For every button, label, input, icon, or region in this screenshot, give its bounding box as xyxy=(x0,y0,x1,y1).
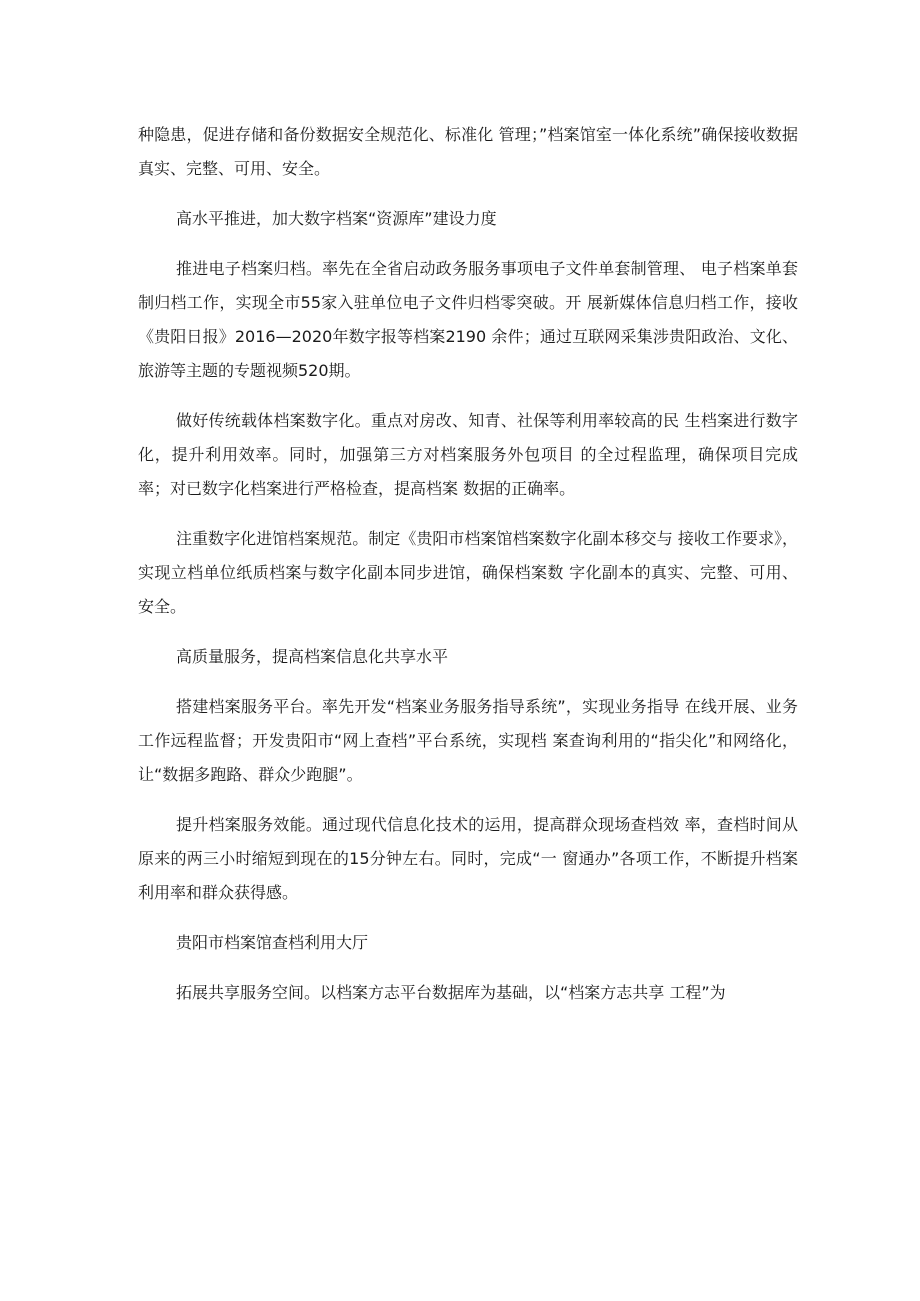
paragraph-traditional-digitization: 做好传统载体档案数字化。重点对房改、知青、社保等利用率较高的民 生档案进行数字化，提升利用效率。同时，加强第三方对档案服务外包项目 的全过程监理，确保项目完成率；对已数字化档案进行严格检查，提高档案 数据的正确率。 xyxy=(138,411,798,498)
paragraph-service-platform: 搭建档案服务平台。率先开发“档案业务服务指导系统”，实现业务指导 在线开展、业务工作远程监督；开发贵阳市“网上查档”平台系统，实现档 案查询利用的“指尖化”和网络化，让“数据多跑路、群众少跑腿”。 xyxy=(138,697,798,784)
section-heading-resources: 高水平推进，加大数字档案“资源库”建设力度 xyxy=(176,209,497,228)
paragraph-service-efficiency: 提升档案服务效能。通过现代信息化技术的运用，提高群众现场查档效 率，查档时间从原来的两三小时缩短到现在的15分钟左右。同时，完成“一 窗通办”各项工作，不断提升档案利用率和群众获得感。 xyxy=(138,815,798,902)
paragraph-digital-transfer-rules: 注重数字化进馆档案规范。制定《贵阳市档案馆档案数字化副本移交与 接收工作要求》，实现立档单位纸质档案与数字化副本同步进馆，确保档案数 字化副本的真实、完整、可用、安全。 xyxy=(138,529,798,616)
section-heading-service: 高质量服务，提高档案信息化共享水平 xyxy=(176,647,449,666)
paragraph-electronic-archiving: 推进电子档案归档。率先在全省启动政务服务事项电子文件单套制管理、 电子档案单套制归档工作，实现全市55家入驻单位电子文件归档零突破。开 展新媒体信息归档工作，接收《贵阳日报》2016—2020年数字报等档案2190 余件；通过互联网采集涉贵阳政治、文化、旅游等主题的专题视频520期。 xyxy=(138,259,798,380)
image-caption-hall: 贵阳市档案馆查档利用大厅 xyxy=(176,933,369,952)
document-body xyxy=(138,118,798,1026)
paragraph-shared-service-space: 拓展共享服务空间。以档案方志平台数据库为基础，以“档案方志共享 工程”为 xyxy=(176,983,726,1002)
paragraph-continuation: 种隐患，促进存储和备份数据安全规范化、标准化 管理；”档案馆室一体化系统”确保接收数据真实、完整、可用、安全。 xyxy=(138,125,798,178)
